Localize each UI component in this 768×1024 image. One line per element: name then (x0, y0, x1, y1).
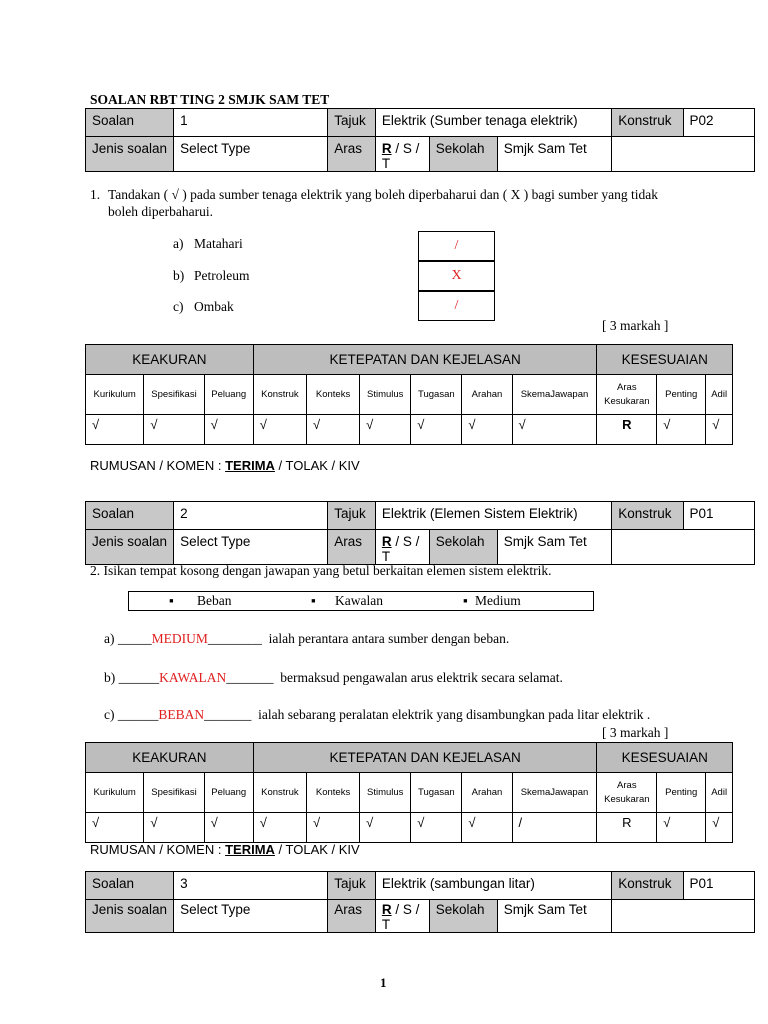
q2-blank-b-post: _______ (226, 670, 274, 685)
rubric1-val-kurikulum[interactable]: √ (86, 415, 144, 445)
aras-value (375, 530, 429, 565)
q1-stem-line1: Tandakan ( √ ) pada sumber tenaga elektrik yang boleh diperbaharui dan ( X ) bagi sumber yang tidak (108, 187, 659, 202)
rubric2-col-tugasan: Tugasan (411, 773, 462, 813)
meta-empty-cell (612, 137, 755, 172)
rubric2-col-spesifikasi: Spesifikasi (144, 773, 204, 813)
aras-selected: R (381, 141, 392, 156)
soalan-number: 3 (174, 872, 328, 900)
q1-answer-c: / (454, 298, 459, 313)
q1-item-b-letter: b) (173, 268, 185, 283)
q2-option-kawalan: Kawalan (335, 593, 383, 608)
rubric2-col-aras-kesukaran: Aras Kesukaran (597, 773, 657, 813)
q2-options-box (128, 591, 594, 611)
q2-option-bullet-2: ▪ (311, 593, 316, 608)
rubric1-val-spesifikasi[interactable]: √ (144, 415, 204, 445)
rubric2-group-ketepatan: KETEPATAN DAN KEJELASAN (253, 743, 597, 773)
rubric2-val-spesifikasi[interactable]: √ (144, 813, 204, 843)
konstruk-label: Konstruk (612, 872, 683, 900)
q2-blank-c-post: _______ (204, 707, 252, 722)
rubric1-group-ketepatan: KETEPATAN DAN KEJELASAN (253, 345, 597, 375)
soalan-number: 2 (174, 502, 328, 530)
rumusan-2-terima[interactable]: TERIMA (225, 842, 275, 857)
q1-item-c-label: Ombak (194, 299, 234, 314)
aras-value (375, 137, 429, 172)
rubric1-col-peluang: Peluang (204, 375, 253, 415)
rubric2-group-kesesuaian: KESESUAIAN (597, 743, 733, 773)
tajuk-value: Elektrik (sambungan litar) (375, 872, 611, 900)
rumusan-1-suffix: / TOLAK / KIV (274, 458, 360, 473)
rubric1-col-spesifikasi: Spesifikasi (144, 375, 204, 415)
rubric1-col-aras-kesukaran: Aras Kesukaran (597, 375, 657, 415)
rubric2-val-kurikulum[interactable]: √ (86, 813, 144, 843)
rubric2-val-tugasan[interactable]: √ (411, 813, 462, 843)
q2-option-beban: Beban (197, 593, 232, 608)
q2-blank-c (104, 707, 650, 723)
soalan-number: 1 (174, 109, 328, 137)
rubric-table-1 (85, 344, 733, 445)
rubric2-group-keakuran: KEAKURAN (86, 743, 254, 773)
rubric1-col-kurikulum: Kurikulum (86, 375, 144, 415)
q1-answer-a: / (454, 238, 459, 253)
q1-answer-box-c[interactable] (418, 291, 495, 321)
rubric2-col-kurikulum: Kurikulum (86, 773, 144, 813)
sekolah-cell (429, 530, 611, 565)
q2-blank-b-pre: ______ (118, 670, 160, 685)
tajuk-value: Elektrik (Sumber tenaga elektrik) (375, 109, 611, 137)
q1-answer-b: X (451, 268, 462, 283)
tajuk-value: Elektrik (Elemen Sistem Elektrik) (375, 502, 611, 530)
aras-label: Aras (328, 530, 376, 565)
meta-empty-cell (612, 530, 755, 565)
rubric2-val-stimulus[interactable]: √ (360, 813, 411, 843)
page-number: 1 (380, 975, 387, 990)
q2-blank-a-answer[interactable]: MEDIUM (151, 631, 208, 646)
q2-blank-c-text: ialah sebarang peralatan elektrik yang disambungkan pada litar elektrik . (258, 707, 651, 722)
konstruk-value: P02 (683, 109, 754, 137)
q2-blank-a-text: ialah perantara antara sumber dengan beban. (268, 631, 510, 646)
sekolah-value: Smjk Sam Tet (503, 141, 587, 156)
q2-blank-a-letter: a) (104, 631, 115, 646)
rubric2-col-arahan: Arahan (462, 773, 512, 813)
tajuk-label: Tajuk (328, 502, 376, 530)
question-1-meta-table (85, 108, 755, 172)
rubric-table-2 (85, 742, 733, 843)
rubric1-val-konstruk[interactable]: √ (253, 415, 306, 445)
q2-option-bullet-1: ▪ (169, 593, 174, 608)
rubric1-val-aras-kesukaran[interactable]: R (597, 415, 657, 445)
document-title: SOALAN RBT TING 2 SMJK SAM TET (90, 92, 330, 107)
soalan-label: Soalan (86, 109, 174, 137)
rumusan-1 (90, 458, 360, 473)
q1-answer-box-a[interactable] (418, 231, 495, 261)
jenis-soalan-select[interactable]: Select Type (174, 900, 328, 933)
rumusan-2-prefix: RUMUSAN / KOMEN : (90, 842, 226, 857)
q1-stem-line2: boleh diperbaharui. (108, 204, 213, 219)
rumusan-1-prefix: RUMUSAN / KOMEN : (90, 458, 226, 473)
q2-blank-b-letter: b) (104, 670, 116, 685)
q2-blank-a-post: ________ (207, 631, 262, 646)
q2-option-medium: Medium (475, 593, 521, 608)
konstruk-label: Konstruk (612, 109, 683, 137)
rubric1-val-skemajawapan[interactable]: √ (512, 415, 597, 445)
rubric2-val-konstruk[interactable]: √ (253, 813, 306, 843)
q2-stem: 2. Isikan tempat kosong dengan jawapan yang betul berkaitan elemen sistem elektrik. (90, 563, 552, 578)
q2-blank-b-answer[interactable]: KAWALAN (159, 670, 227, 685)
sekolah-value: Smjk Sam Tet (503, 902, 587, 917)
rubric2-col-peluang: Peluang (204, 773, 253, 813)
sekolah-cell (429, 900, 611, 933)
q2-option-bullet-3: ▪ (463, 593, 468, 608)
q1-item-b-label: Petroleum (194, 268, 250, 283)
jenis-soalan-label: Jenis soalan (86, 530, 174, 565)
rubric2-col-konstruk: Konstruk (253, 773, 306, 813)
aras-selected: R (381, 534, 392, 549)
rubric1-col-stimulus: Stimulus (360, 375, 411, 415)
jenis-soalan-label: Jenis soalan (86, 900, 174, 933)
meta-empty-cell (612, 900, 755, 933)
rubric2-val-penting[interactable]: √ (657, 813, 706, 843)
rubric1-val-tugasan[interactable]: √ (411, 415, 462, 445)
aras-options: / S / T (381, 902, 420, 932)
rumusan-2-suffix: / TOLAK / KIV (274, 842, 360, 857)
q2-blank-c-letter: c) (104, 707, 115, 722)
sekolah-cell (429, 137, 611, 172)
q1-item-a-letter: a) (173, 236, 184, 251)
soalan-label: Soalan (86, 872, 174, 900)
q2-blank-a-pre: _____ (117, 631, 152, 646)
q2-blank-b-text: bermaksud pengawalan arus elektrik secara selamat. (280, 670, 563, 685)
konstruk-value: P01 (683, 872, 754, 900)
question-2-meta-table (85, 501, 755, 565)
sekolah-label: Sekolah (430, 900, 498, 932)
q2-blank-c-pre: ______ (117, 707, 159, 722)
q2-blank-c-answer[interactable]: BEBAN (158, 707, 205, 722)
rubric2-col-konteks: Konteks (306, 773, 359, 813)
q1-number: 1. (90, 187, 101, 202)
sekolah-label: Sekolah (430, 530, 498, 564)
rubric1-val-konteks[interactable]: √ (306, 415, 359, 445)
rubric1-val-peluang[interactable]: √ (204, 415, 253, 445)
rubric2-val-peluang[interactable]: √ (204, 813, 253, 843)
aras-selected: R (381, 902, 392, 917)
rubric1-col-skemajawapan: SkemaJawapan (512, 375, 597, 415)
aras-options: / S / T (381, 141, 420, 171)
q2-blank-b (104, 670, 563, 686)
tajuk-label: Tajuk (328, 872, 376, 900)
rubric1-col-adil: Adil (706, 375, 733, 415)
soalan-label: Soalan (86, 502, 174, 530)
aras-label: Aras (328, 137, 376, 172)
sekolah-value: Smjk Sam Tet (503, 534, 587, 549)
rubric2-col-stimulus: Stimulus (360, 773, 411, 813)
rubric1-group-keakuran: KEAKURAN (86, 345, 254, 375)
rubric1-val-penting[interactable]: √ (657, 415, 706, 445)
rubric2-col-skemajawapan: SkemaJawapan (512, 773, 597, 813)
rumusan-2 (90, 842, 360, 857)
jenis-soalan-select[interactable]: Select Type (174, 137, 328, 172)
q2-marks: [ 3 markah ] (602, 725, 669, 740)
q1-answer-box-b[interactable] (418, 261, 495, 291)
rubric1-col-penting: Penting (657, 375, 706, 415)
konstruk-value: P01 (683, 502, 754, 530)
jenis-soalan-select[interactable]: Select Type (174, 530, 328, 565)
konstruk-label: Konstruk (612, 502, 683, 530)
q1-item-c-letter: c) (173, 299, 184, 314)
aras-value (375, 900, 429, 933)
q2-blank-a (104, 631, 509, 647)
rumusan-1-terima[interactable]: TERIMA (225, 458, 275, 473)
rubric2-val-konteks[interactable]: √ (306, 813, 359, 843)
tajuk-label: Tajuk (328, 109, 376, 137)
sekolah-label: Sekolah (430, 137, 498, 171)
rubric1-group-kesesuaian: KESESUAIAN (597, 345, 733, 375)
rubric2-val-skemajawapan[interactable]: / (512, 813, 597, 843)
rubric1-val-arahan[interactable]: √ (462, 415, 512, 445)
rubric2-val-aras-kesukaran[interactable]: R (597, 813, 657, 843)
rubric2-val-adil[interactable]: √ (706, 813, 733, 843)
aras-options: / S / T (381, 534, 420, 564)
rubric1-col-konteks: Konteks (306, 375, 359, 415)
rubric2-col-penting: Penting (657, 773, 706, 813)
rubric1-val-adil[interactable]: √ (706, 415, 733, 445)
q1-item-a-label: Matahari (194, 236, 243, 251)
rubric2-col-adil: Adil (706, 773, 733, 813)
rubric2-val-arahan[interactable]: √ (462, 813, 512, 843)
rubric1-col-konstruk: Konstruk (253, 375, 306, 415)
aras-label: Aras (328, 900, 376, 933)
rubric1-col-arahan: Arahan (462, 375, 512, 415)
q1-marks: [ 3 markah ] (602, 318, 669, 333)
rubric1-col-tugasan: Tugasan (411, 375, 462, 415)
question-3-meta-table (85, 871, 755, 933)
jenis-soalan-label: Jenis soalan (86, 137, 174, 172)
rubric1-val-stimulus[interactable]: √ (360, 415, 411, 445)
